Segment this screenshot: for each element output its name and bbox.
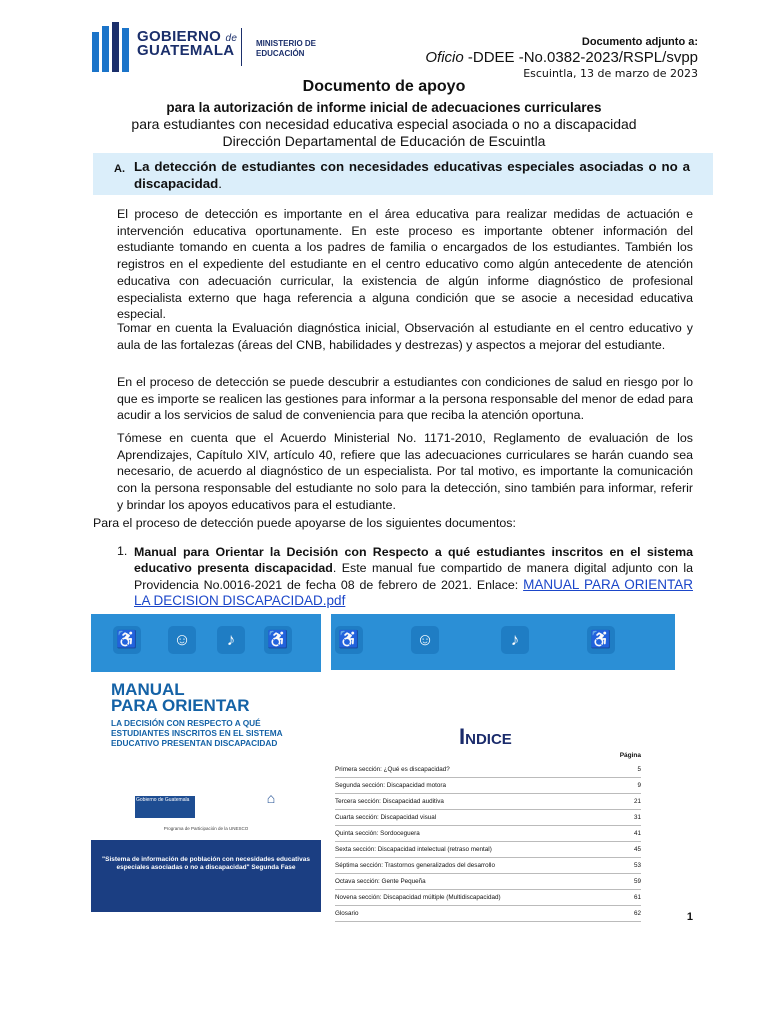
manual-cover-image: ♿ ☺ ♪ ♿ MANUAL PARA ORIENTAR LA DECISIÓN CON RESPECTO A QUÉ ESTUDIANTES INSCRITOS EN EL SISTEMA EDUCATIVO PRESENTAN DISCAPACIDAD Gobierno de Guatemala ⌂ Programa de Participación de la UNESCO "Sistema de información de población con necesidades educativas especiales asociadas o no a discapacidad" Segunda Fase	[91, 614, 321, 912]
table-row	[335, 826, 641, 842]
attached-label: Documento adjunto a:	[581, 36, 698, 48]
icon-band	[331, 614, 675, 670]
wheelchair-icon: ♿	[587, 626, 615, 654]
table-row	[335, 762, 641, 778]
table-row	[335, 842, 641, 858]
gov-logo-small: Gobierno de Guatemala	[135, 796, 195, 818]
list-intro: Para el proceso de detección puede apoyarse de los siguientes documentos:	[93, 516, 516, 530]
page-number: 1	[686, 911, 693, 923]
index-entry-title: Sexta sección: Discapacidad intelectual (retraso mental)	[335, 846, 492, 853]
walking-cane-icon: ♿	[335, 626, 363, 654]
oficio-number: Oficio -DDEE -No.0382-2023/RSPL/svpp	[425, 49, 698, 66]
walking-cane-icon: ♿	[113, 626, 141, 654]
index-entry-title: Octava sección: Gente Pequeña	[335, 878, 426, 885]
paragraph-2: Tomar en cuenta la Evaluación diagnóstica inicial, Observación al estudiante en el centro educativo y aula de las fortalezas (áreas del CNB, habilidades y destrezas) y aspectos a mejorar del estudiante.	[117, 321, 693, 352]
index-entry-title: Novena sección: Discapacidad múltiple (Multidiscapacidad)	[335, 894, 501, 901]
index-entry-title: Glosario	[335, 910, 359, 917]
unesco-icon: ⌂	[266, 790, 276, 806]
manual-pdf-link[interactable]: MANUAL PARA ORIENTAR LA DECISION DISCAPACIDAD.pdf	[134, 576, 693, 608]
table-row	[335, 906, 641, 922]
document-subtitle: para la autorización de informe inicial de adecuaciones curriculares	[166, 100, 602, 115]
document-title: Documento de apoyo	[302, 78, 466, 95]
document-date: Escuintla, 13 de marzo de 2023	[523, 67, 698, 80]
face-icon: ☺	[168, 626, 196, 654]
index-entry-page: 62	[633, 910, 641, 917]
index-entry-title: Séptima sección: Trastornos generalizados del desarrollo	[335, 862, 495, 869]
paragraph-4: Tómese en cuenta que el Acuerdo Ministerial No. 1171-2010, Reglamento de evaluación de los Aprendizajes, Capítulo XIV, artículo 40, refiere que las adecuaciones curriculares se harán cuando sea necesario, de acuerdo al diagnóstico de un especialista. Por tal motivo, es importante la comunicación con la persona responsable del estudiante no solo para la detección, sino también para informar, referir y brindar los apoyos educativos para el estudiante.	[117, 431, 693, 512]
list-item: Manual para Orientar la Decisión con Respecto a qué estudiantes inscritos en el sistema educativo presenta discapacidad. Este manual fue compartido de manera digital adjunto con la Providencia No.0016-2021 de fecha 08 de febrero de 2021. Enlace: MANUAL PARA ORIENTAR LA DECISION DISCAPACIDAD.pdf	[134, 545, 693, 608]
logo-divider	[241, 28, 242, 66]
table-row	[335, 810, 641, 826]
index-entry-page: 41	[633, 830, 641, 837]
index-entry-page: 59	[633, 878, 641, 885]
hearing-icon: ♪	[501, 626, 529, 654]
manual-index-image: ♿ ☺ ♪ ♿ INDICE Página Primera sección: ¿Qué es discapacidad? 5 Segunda sección: Discapacidad motora 9 Tercera sección: Discapacidad auditiva 21 Cuarta sección: Discapacidad visual 31 Quinta sección: Sordoceguera 41 Sexta sección: Discapacidad intelectual (retraso mental) 45 Séptima sección: Trastornos generalizados del desarrollo 53 Octava sección: Gente Pequeña 59 Novena sección: Discapacidad múltiple (Multidiscapacidad) 61 Glosario 62	[331, 614, 675, 912]
table-row	[335, 778, 641, 794]
department-name: Dirección Departamental de Educación de Escuintla	[222, 133, 546, 149]
index-entry-page: 21	[633, 798, 641, 805]
title-block	[0, 78, 768, 149]
table-row	[335, 874, 641, 890]
icon-band	[91, 614, 321, 672]
index-title: INDICE	[459, 724, 512, 749]
gobierno-logo-icon	[92, 22, 130, 72]
gobierno-logo-text: GOBIERNO de GUATEMALA	[137, 28, 238, 59]
index-entry-page: 53	[633, 862, 641, 869]
index-entry-page: 5	[637, 766, 641, 773]
index-table	[335, 762, 641, 922]
index-entry-title: Tercera sección: Discapacidad auditiva	[335, 798, 444, 805]
table-row	[335, 794, 641, 810]
index-entry-page: 45	[633, 846, 641, 853]
paragraph-1: El proceso de detección es importante en el área educativa para realizar medidas de actuación e intervención educativa oportunamente. En este proceso es importante obtener información del estudiante tomando en cuenta a los padres de familia o encargados de los estudiantes. También los registros en el expediente del estudiante en el centro educativo como algún antecedente de atención educativa con adecuación curricular, la existencia de algún informe diagnóstico de profesional especialista externo que haga referencia a alguna condición que se asocie a necesidad educativa especial.	[117, 207, 693, 322]
hearing-icon: ♪	[217, 626, 245, 654]
index-entry-title: Quinta sección: Sordoceguera	[335, 830, 420, 837]
table-row	[335, 858, 641, 874]
header-reference	[425, 36, 698, 80]
wheelchair-icon: ♿	[264, 626, 292, 654]
list-item-number: 1.	[117, 544, 128, 558]
index-entry-page: 31	[633, 814, 641, 821]
index-entry-page: 61	[633, 894, 641, 901]
ministry-logo-text: MINISTERIO DE EDUCACIÓN	[256, 39, 317, 58]
document-subtitle-2: para estudiantes con necesidad educativa especial asociada o no a discapacidad	[131, 116, 637, 132]
paragraph-3: En el proceso de detección se puede descubrir a estudiantes con condiciones de salud en riesgo por lo que es importe se realicen las gestiones para informar a la persona responsable del menor de edad para acudir a los servicios de salud de conveniencia para que reciba la atención oportuna.	[117, 375, 693, 423]
index-entry-title: Primera sección: ¿Qué es discapacidad?	[335, 766, 450, 773]
table-row	[335, 890, 641, 906]
index-entry-title: Cuarta sección: Discapacidad visual	[335, 814, 437, 821]
face-icon: ☺	[411, 626, 439, 654]
index-entry-page: 9	[637, 782, 641, 789]
index-entry-title: Segunda sección: Discapacidad motora	[335, 782, 446, 789]
section-a-heading: A. La detección de estudiantes con necesidades educativas especiales asociadas o no a discapacidad.	[93, 153, 713, 195]
